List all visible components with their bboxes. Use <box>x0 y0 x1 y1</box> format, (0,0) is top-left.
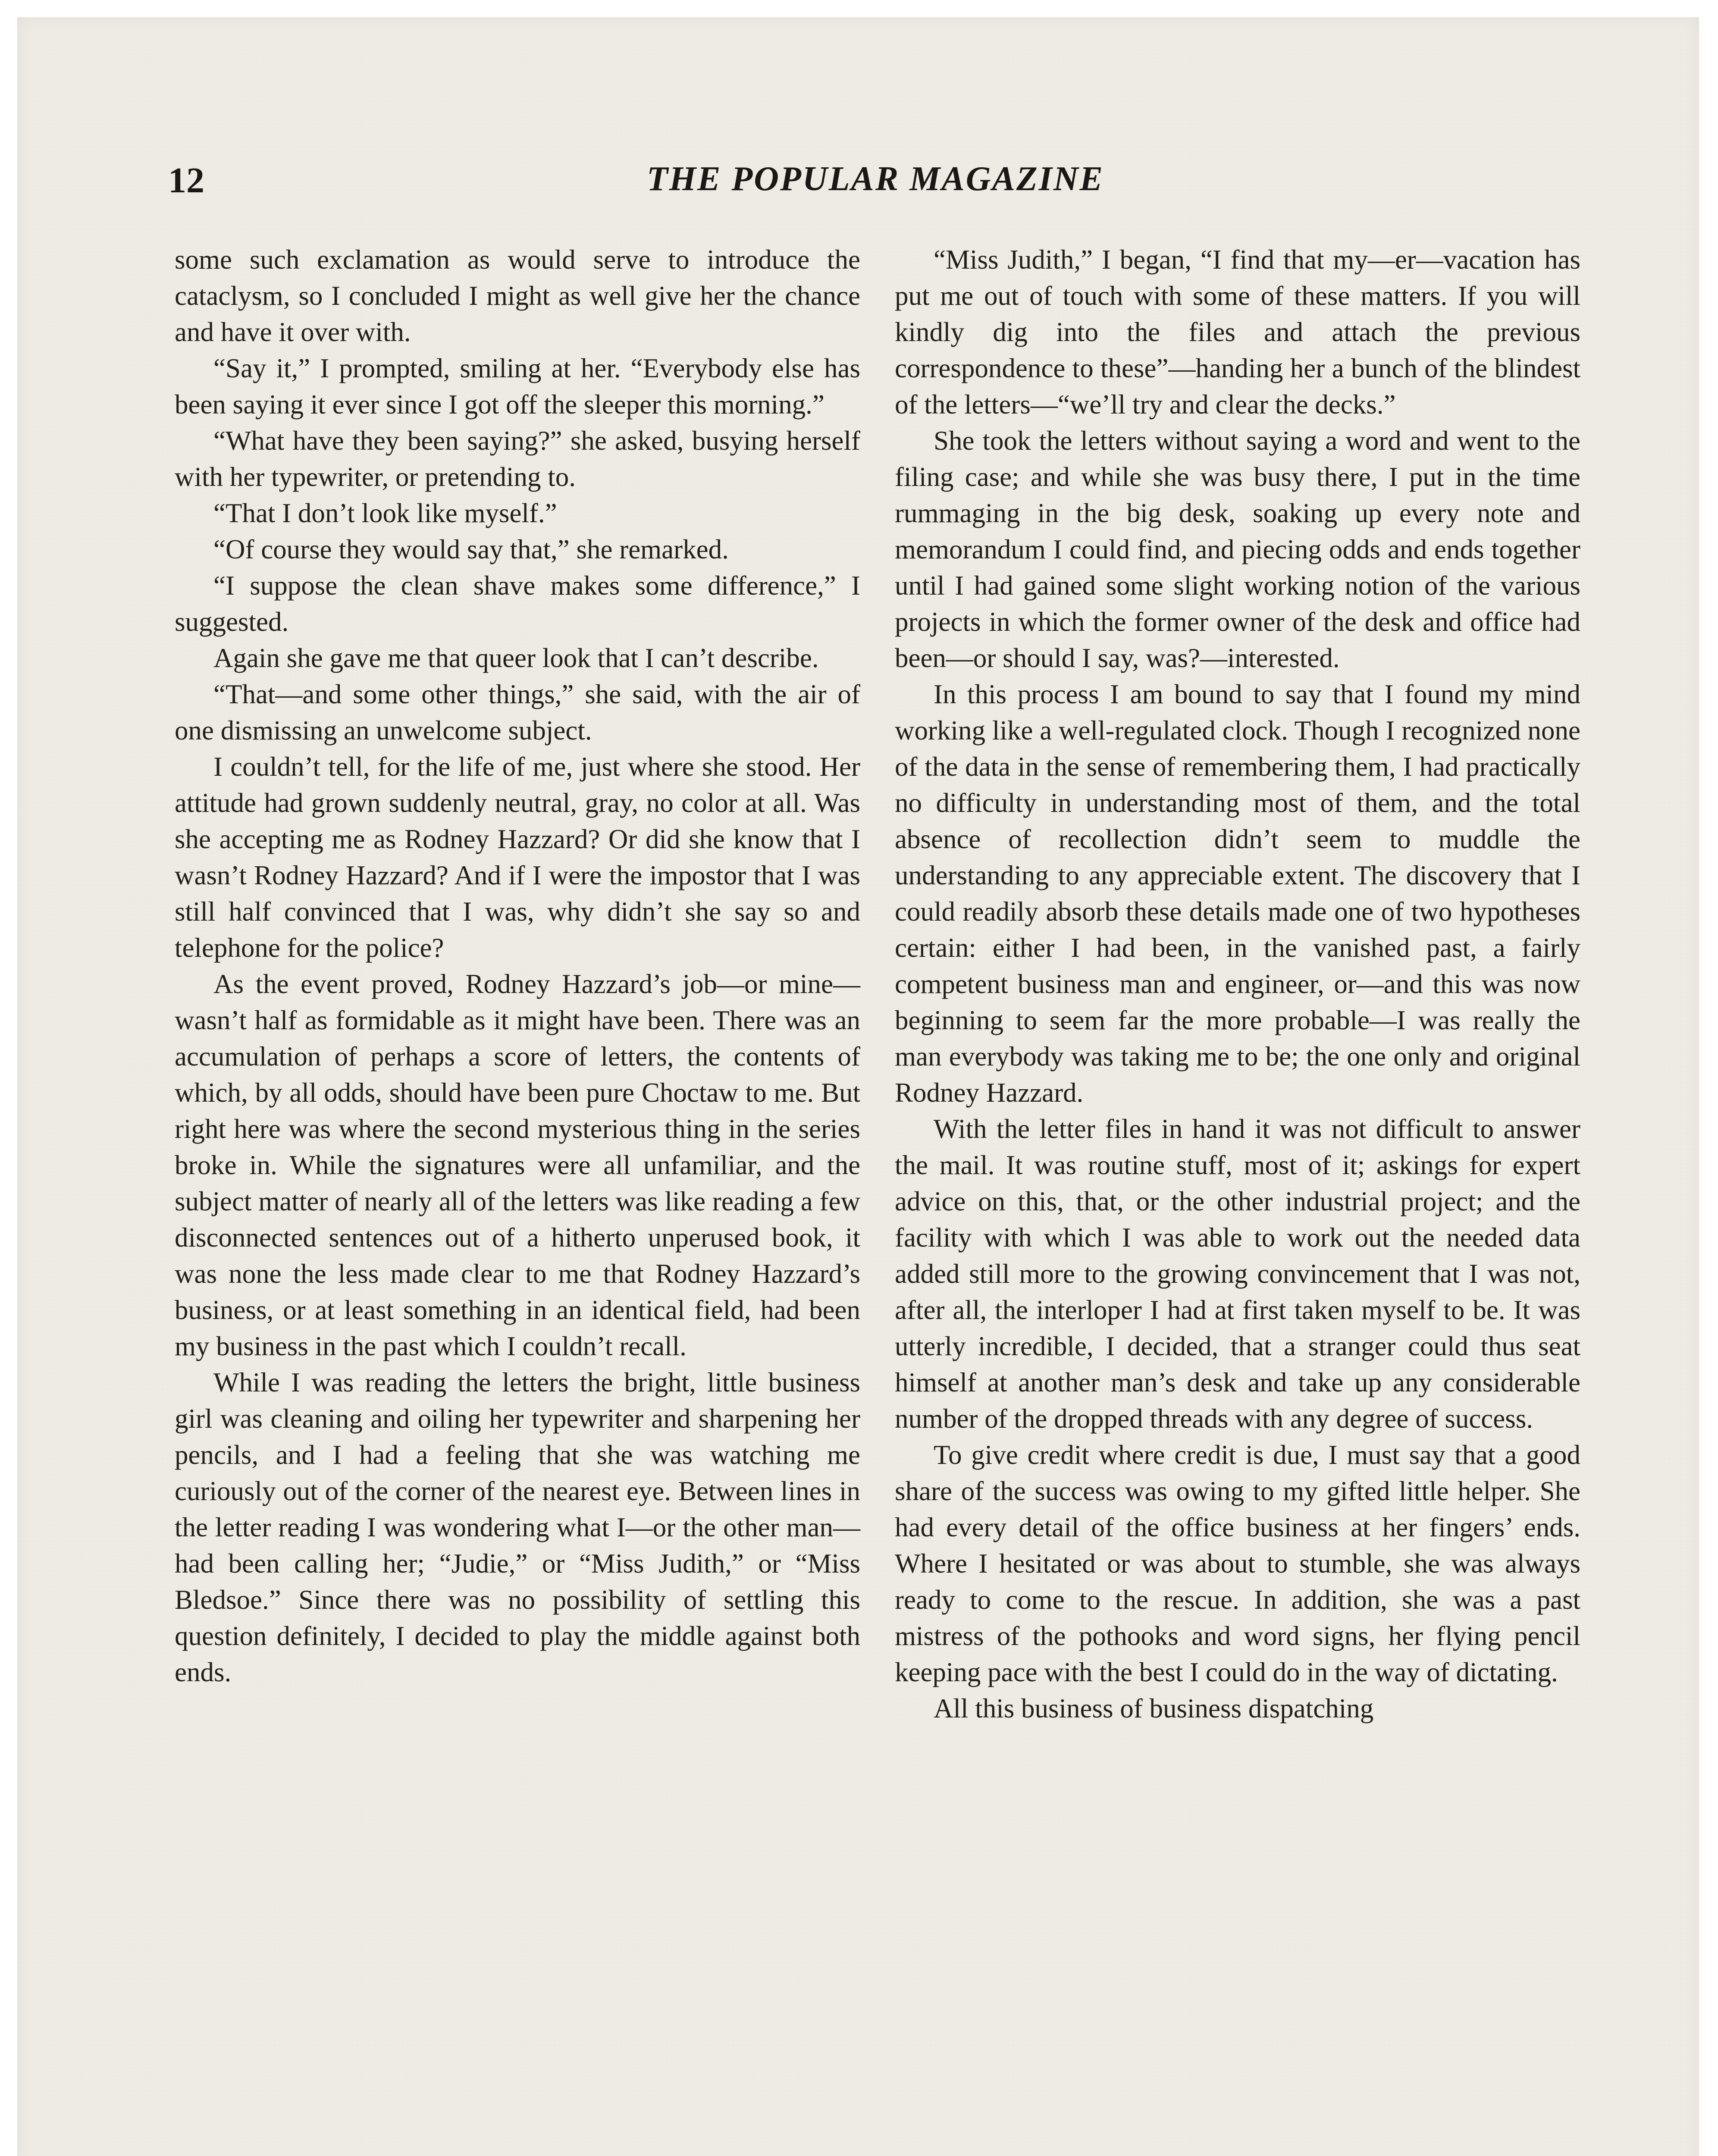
paragraph: Again she gave me that queer look that I can’t describe. <box>213 643 819 673</box>
paragraph: “That I don’t look like myself.” <box>213 498 557 528</box>
paragraph: As the event proved, Rodney Hazzard’s job—or mine—wasn’t half as formidable as it might have been. There was an accumulation of perhaps a score of letters, the contents of which, by all odds, should have been pure Choctaw to me. But right here was where the second mysterious thing in the series broke in. While the signatures were all unfamiliar, and the subject matter of nearly all of the letters was like reading a few disconnected sentences out of a hitherto unperused book, it was none the less made clear to me that Rodney Hazzard’s business, or at least something in an identical field, had been my business in the past which I couldn’t recall. <box>175 969 860 1361</box>
magazine-page <box>17 17 1699 2156</box>
paragraph: To give credit where credit is due, I must say that a good share of the success was owing to my gifted little helper. She had every detail of the office business at her fingers’ ends. Where I hesitated or was about to stumble, she was always ready to come to the rescue. In addition, she was a past mistress of the pothooks and word signs, her flying pencil keeping pace with the best I could do in the way of dictating. <box>895 1440 1580 1687</box>
paragraph: With the letter files in hand it was not difficult to answer the mail. It was routine stuff, most of it; askings for expert advice on this, that, or the other industrial project; and the facility with which I was able to work out the needed data added still more to the growing convincement that I was not, after all, the interloper I had at first taken myself to be. It was utterly incredible, I decided, that a stranger could thus seat himself at another man’s desk and take up any considerable number of the dropped threads with any degree of success. <box>895 1114 1580 1434</box>
page-header <box>168 160 1583 216</box>
paragraph: In this process I am bound to say that I found my mind working like a well-regulated clock. Though I recognized none of the data in the sense of remembering them, I had practically no difficulty in understanding most of them, and the total absence of recollection didn’t seem to muddle the understanding to any appreciable extent. The discovery that I could readily absorb these details made one of two hypotheses certain: either I had been, in the vanished past, a fairly competent business man and engineer, or—and this was now beginning to seem far the more probable—I was really the man everybody was taking me to be; the one only and original Rodney Hazzard. <box>895 679 1580 1108</box>
page-number: 12 <box>168 160 204 201</box>
paragraph: “Of course they would say that,” she remarked. <box>213 534 729 564</box>
paragraph: “Miss Judith,” I began, “I find that my—er—vacation has put me out of touch with some of these matters. If you will kindly dig into the files and attach the previous correspondence to these”—handing her a bunch of the blindest of the letters—“we’ll try and clear the decks.” <box>895 244 1580 420</box>
paragraph: She took the letters without saying a word and went to the filing case; and while she was busy there, I put in the time rummaging in the big desk, soaking up every note and memorandum I could find, and piecing odds and ends together until I had gained some slight working notion of the various projects in which the former owner of the desk and office had been—or should I say, was?—interested. <box>895 426 1580 673</box>
paragraph: “What have they been saying?” she asked, busying herself with her typewriter, or pretending to. <box>175 426 860 492</box>
paragraph: All this business of business dispatching <box>934 1693 1374 1724</box>
right-column <box>895 241 1580 1727</box>
paragraph: While I was reading the letters the bright, little business girl was cleaning and oiling her typewriter and sharpening her pencils, and I had a feeling that she was watching me curiously out of the corner of the nearest eye. Between lines in the letter reading I was wondering what I—or the other man—had been calling her; “Judie,” or “Miss Judith,” or “Miss Bledsoe.” Since there was no possibility of settling this question definitely, I decided to play the middle against both ends. <box>175 1367 860 1687</box>
paragraph: I couldn’t tell, for the life of me, just where she stood. Her attitude had grown suddenly neutral, gray, no color at all. Was she accepting me as Rodney Hazzard? Or did she know that I wasn’t Rodney Hazzard? And if I were the impostor that I was still half convinced that I was, why didn’t she say so and telephone for the police? <box>175 752 860 963</box>
paragraph: “That—and some other things,” she said, with the air of one dismissing an unwelcome subject. <box>175 679 860 746</box>
paragraph: some such exclamation as would serve to introduce the cataclysm, so I concluded I might as well give her the chance and have it over with. <box>175 244 860 347</box>
left-column <box>175 241 860 1690</box>
paragraph: “Say it,” I prompted, smiling at her. “Everybody else has been saying it ever since I got off the sleeper this morning.” <box>175 353 860 420</box>
paragraph: “I suppose the clean shave makes some difference,” I suggested. <box>175 570 860 637</box>
running-title: THE POPULAR MAGAZINE <box>646 160 1104 198</box>
